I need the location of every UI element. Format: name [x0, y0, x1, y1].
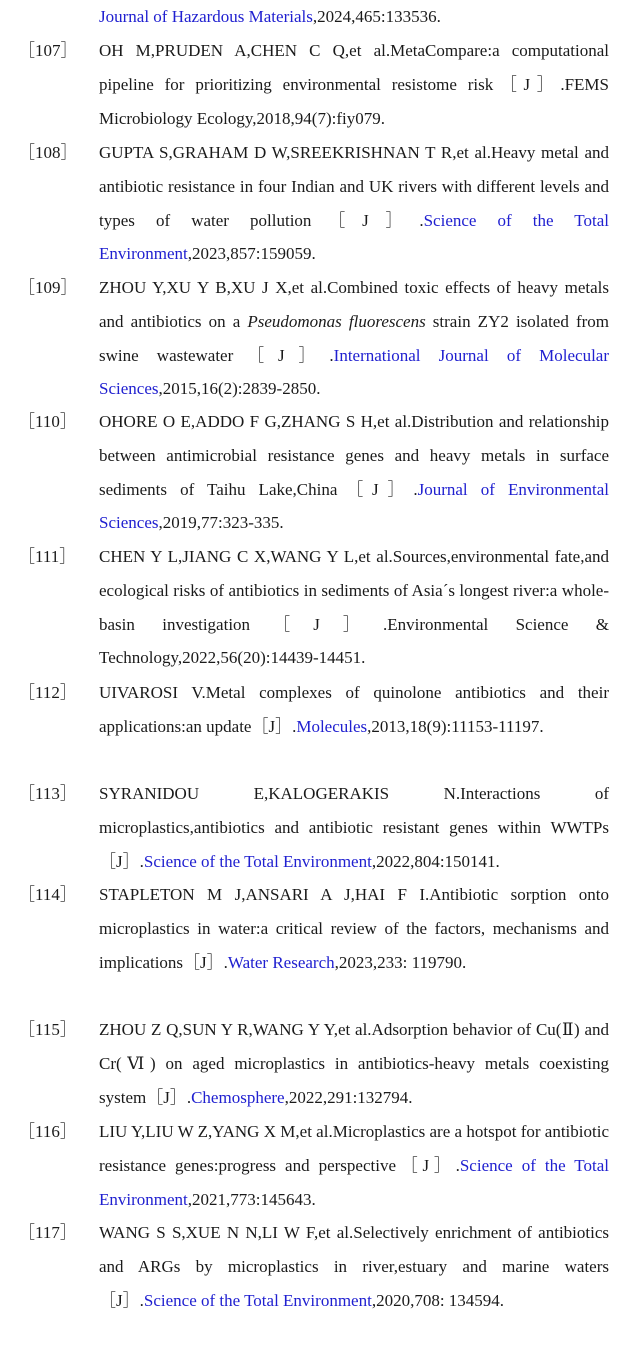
reference-text [99, 540, 609, 675]
reference-details: ,2022,804:150141. [371, 851, 500, 871]
reference-authors-title: CHEN Y L,JIANG C X,WANG Y L,et al.Sources,environmental fate,and ecological risks of antibiotics in sediments of Asia´s longest river:a whole-basin investigation［J］.Environmental Science & Technology,2022,56(20):14439-14451. [99, 547, 609, 668]
journal-link[interactable]: Chemosphere [191, 1087, 285, 1107]
journal-link[interactable]: Science of the Total Environment [99, 1155, 610, 1209]
journal-link[interactable]: Journal of Hazardous Materials [99, 7, 313, 26]
reference-authors-title: UIVAROSI V.Metal complexes of quinolone antibiotics and their applications:an update［J］. [99, 683, 609, 736]
journal-link[interactable]: Journal of Environmental Sciences [99, 479, 609, 533]
reference-number: ［116］ [18, 1122, 77, 1141]
journal-link[interactable]: Science of the Total Environment [143, 1290, 372, 1310]
reference-authors-title: ZHOU Y,XU Y B,XU J X,et al.Combined toxic effects of heavy metals and antibiotics on a [99, 278, 609, 331]
reference-number: ［113］ [18, 784, 77, 803]
reference-authors-title: SYRANIDOU E,KALOGERAKIS N.Interactions of microplastics,antibiotics and antibiotic resistant genes within WWTPs［J］. [99, 784, 609, 871]
reference-text [99, 0, 609, 34]
reference-details: ,2020,708: 134594. [371, 1290, 505, 1310]
reference-authors-title: GUPTA S,GRAHAM D W,SREEKRISHNAN T R,et al.Heavy metal and antibiotic resistance in four Indian and UK rivers with different levels and types of water pollution［J］. [99, 143, 609, 230]
journal-link[interactable]: Water Research [227, 952, 335, 972]
reference-text [99, 777, 609, 878]
reference-text [99, 34, 609, 135]
reference-number: ［117］ [18, 1223, 77, 1242]
reference-title-rest: strain ZY2 isolated from swine wastewater［J］. [99, 311, 609, 365]
reference-text [99, 1013, 609, 1114]
species-name: Pseudomonas fluorescens [247, 311, 426, 331]
reference-text [99, 676, 609, 744]
reference-authors-title: OHORE O E,ADDO F G,ZHANG S H,et al.Distribution and relationship between antimicrobial resistance genes and heavy metals in surface sediments of Taihu Lake,China［J］. [99, 412, 609, 499]
reference-text [99, 878, 609, 979]
reference-details: ,2023,233: 119790. [334, 952, 467, 972]
reference-authors-title: ZHOU Z Q,SUN Y R,WANG Y Y,et al.Adsorption behavior of Cu(Ⅱ) and Cr(Ⅵ) on aged microplastics in antibiotics-heavy metals coexisting system［J］. [99, 1020, 609, 1107]
reference-number: ［108］ [18, 143, 78, 162]
reference-details: ,2023,857:159059. [187, 244, 316, 264]
journal-link[interactable]: Science of the Total Environment [99, 210, 609, 264]
reference-number: ［111］ [18, 547, 77, 566]
reference-number: ［109］ [18, 278, 78, 297]
reference-number: ［112］ [18, 683, 77, 702]
reference-text [99, 405, 609, 540]
reference-text [99, 136, 609, 271]
reference-number: ［114］ [18, 885, 77, 904]
journal-link[interactable]: Science of the Total Environment [143, 851, 372, 871]
reference-text [99, 1216, 609, 1317]
reference-details: ,2015,16(2):2839-2850. [158, 379, 321, 399]
reference-authors-title: WANG S S,XUE N N,LI W F,et al.Selectively enrichment of antibiotics and ARGs by microplastics in river,estuary and marine waters［J］. [99, 1223, 609, 1310]
reference-details: ,2024,465:133536. [312, 7, 441, 26]
reference-details: ,2021,773:145643. [187, 1189, 316, 1209]
reference-text [99, 271, 609, 406]
reference-authors-title: STAPLETON M J,ANSARI A J,HAI F I.Antibiotic sorption onto microplastics in water:a critical review of the factors, mechanisms and implications［J］. [99, 885, 609, 972]
journal-link[interactable]: Molecules [296, 716, 368, 736]
reference-authors-title: LIU Y,LIU W Z,YANG X M,et al.Microplastics are a hotspot for antibiotic resistance genes:progress and perspective［J］. [99, 1122, 609, 1175]
reference-details: ,2019,77:323-335. [158, 513, 284, 533]
reference-text [99, 1115, 609, 1216]
reference-details: ,2022,291:132794. [284, 1087, 413, 1107]
journal-link[interactable]: International Journal of Molecular Sciences [99, 345, 609, 399]
reference-details: ,2013,18(9):11153-11197. [367, 716, 544, 736]
reference-number: ［107］ [18, 41, 78, 60]
reference-number: ［110］ [18, 412, 77, 431]
reference-authors-title: OH M,PRUDEN A,CHEN C Q,et al.MetaCompare:a computational pipeline for prioritizing environmental resistome risk［J］.FEMS Microbiology Ecology,2018,94(7):fiy079. [99, 41, 609, 128]
reference-number: ［115］ [18, 1020, 77, 1039]
